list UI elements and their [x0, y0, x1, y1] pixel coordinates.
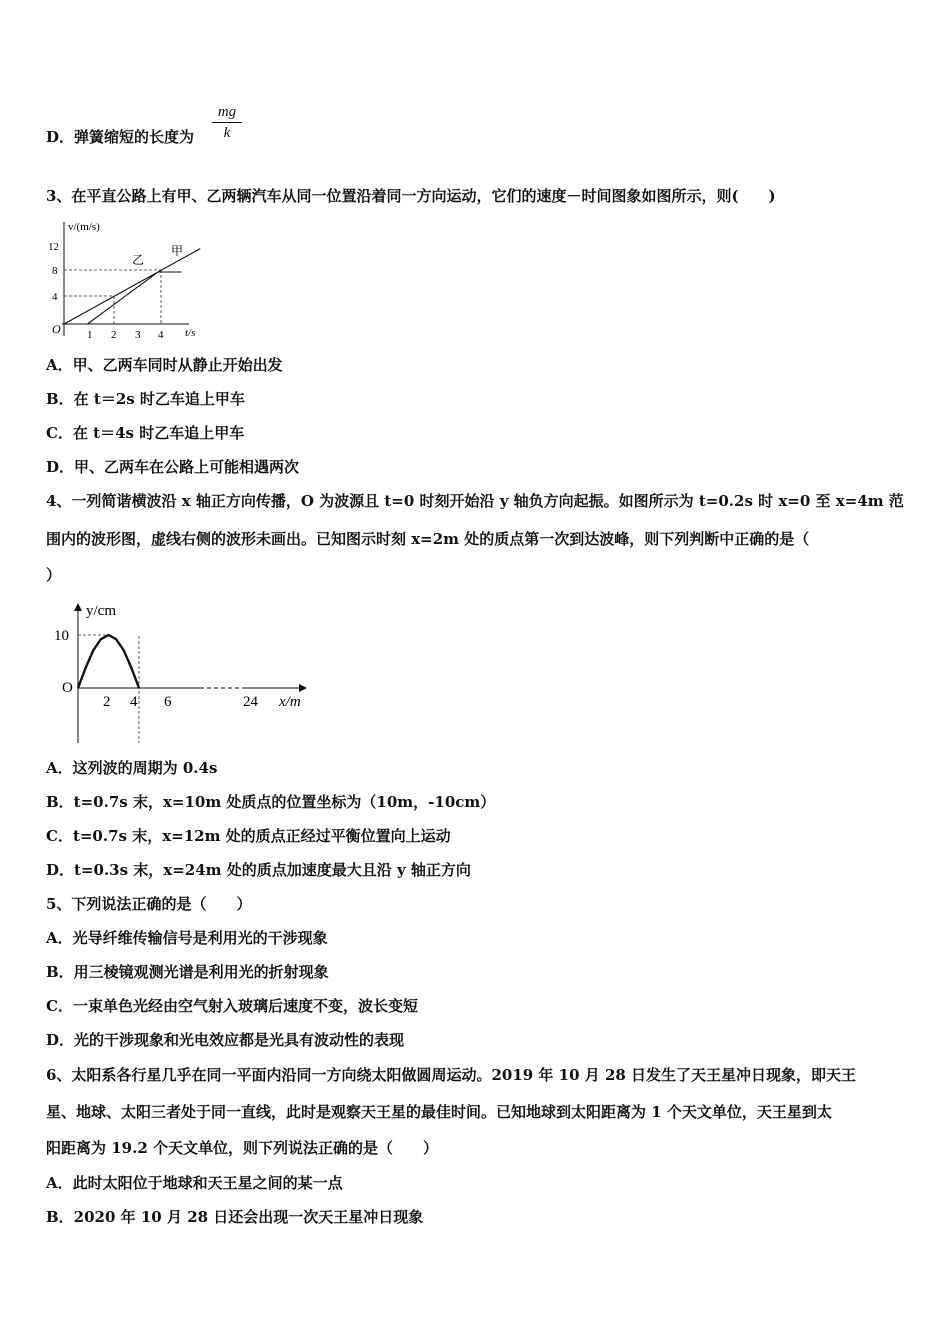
q3-series-yi-line	[88, 272, 182, 324]
q3-stem: 3、在平直公路上有甲、乙两辆汽车从同一位置沿着同一方向运动，它们的速度－时间图象如图所示，则( )	[46, 187, 776, 205]
q4-x-axis-label: x/m	[279, 694, 301, 710]
q2-fraction	[212, 104, 242, 142]
q3-x-tick-2: 2	[111, 329, 117, 341]
q4-option-d: D．t=0.3s 末，x=24m 处的质点加速度最大且沿 y 轴正方向	[46, 861, 471, 879]
q4-wave-curve	[78, 635, 139, 688]
q5-option-b: B．用三棱镜观测光谱是利用光的折射现象	[46, 963, 329, 981]
q3-legend-yi: 乙	[132, 253, 145, 267]
q3-x-tick-3: 3	[135, 329, 141, 341]
q3-option-b: B．在 t＝2s 时乙车追上甲车	[46, 390, 245, 408]
q4-stem-line-2: 围内的波形图，虚线右侧的波形未画出。已知图示时刻 x=2m 处的质点第一次到达波峰，则下列判断中正确的是（	[46, 530, 810, 548]
q6-option-a: A．此时太阳位于地球和天王星之间的某一点	[46, 1174, 343, 1192]
q6-option-b: B．2020 年 10 月 28 日还会出现一次天王星冲日现象	[46, 1208, 424, 1226]
q5-option-c: C．一束单色光经由空气射入玻璃后速度不变，波长变短	[46, 997, 418, 1015]
q4-stem-line-3: ）	[46, 566, 62, 584]
q4-y-tick-10: 10	[54, 628, 69, 644]
q3-x-tick-4: 4	[158, 329, 164, 341]
q2-fraction-numerator: mg	[212, 104, 242, 123]
q3-y-tick-4: 4	[52, 291, 58, 303]
q4-x-tick-24: 24	[243, 694, 258, 710]
q3-x-tick-1: 1	[87, 329, 93, 341]
q4-origin-label: O	[62, 680, 73, 696]
q3-option-d: D．甲、乙两车在公路上可能相遇两次	[46, 458, 300, 476]
q5-option-a: A．光导纤维传输信号是利用光的干涉现象	[46, 929, 328, 947]
q4-y-axis-label: y/cm	[86, 603, 116, 619]
q4-x-tick-6: 6	[164, 694, 172, 710]
q3-x-axis-label: t/s	[185, 327, 196, 339]
q3-y-axis-label: v/(m/s)	[68, 221, 100, 233]
q4-wave-chart	[50, 598, 320, 748]
q6-stem-line-1: 6、太阳系各行星几乎在同一平面内沿同一方向绕太阳做圆周运动。2019 年 10 月 28 日发生了天王星冲日现象，即天王	[46, 1066, 857, 1084]
q6-stem-line-3: 阳距离为 19.2 个天文单位，则下列说法正确的是（ ）	[46, 1139, 438, 1157]
q3-y-tick-12: 12	[48, 241, 59, 253]
q3-velocity-time-chart	[44, 214, 214, 342]
q4-option-c: C．t=0.7s 末，x=12m 处的质点正经过平衡位置向上运动	[46, 827, 451, 845]
q3-y-tick-8: 8	[52, 265, 58, 277]
q4-option-a: A．这列波的周期为 0.4s	[46, 759, 218, 777]
q3-legend-jia: 甲	[171, 244, 184, 258]
q4-x-tick-2: 2	[103, 694, 111, 710]
q5-option-d: D．光的干涉现象和光电效应都是光具有波动性的表现	[46, 1031, 405, 1049]
q2-option-d: D．弹簧缩短的长度为	[46, 128, 195, 146]
q4-stem-line-1: 4、一列简谐横波沿 x 轴正方向传播，O 为波源且 t=0 时刻开始沿 y 轴负方向起振。如图所示为 t=0.2s 时 x=0 至 x=4m 范	[46, 492, 904, 510]
q3-origin-label: O	[52, 322, 61, 336]
q3-option-a: A．甲、乙两车同时从静止开始出发	[46, 356, 283, 374]
q4-x-tick-4: 4	[130, 694, 138, 710]
q6-stem-line-2: 星、地球、太阳三者处于同一直线，此时是观察天王星的最佳时间。已知地球到太阳距离为 1 个天文单位，天王星到太	[46, 1103, 832, 1121]
q3-option-c: C．在 t＝4s 时乙车追上甲车	[46, 424, 245, 442]
q4-option-b: B．t=0.7s 末，x=10m 处质点的位置坐标为（10m，-10cm）	[46, 793, 496, 811]
q5-stem: 5、下列说法正确的是（ ）	[46, 895, 252, 913]
q2-fraction-denominator: k	[223, 125, 231, 141]
